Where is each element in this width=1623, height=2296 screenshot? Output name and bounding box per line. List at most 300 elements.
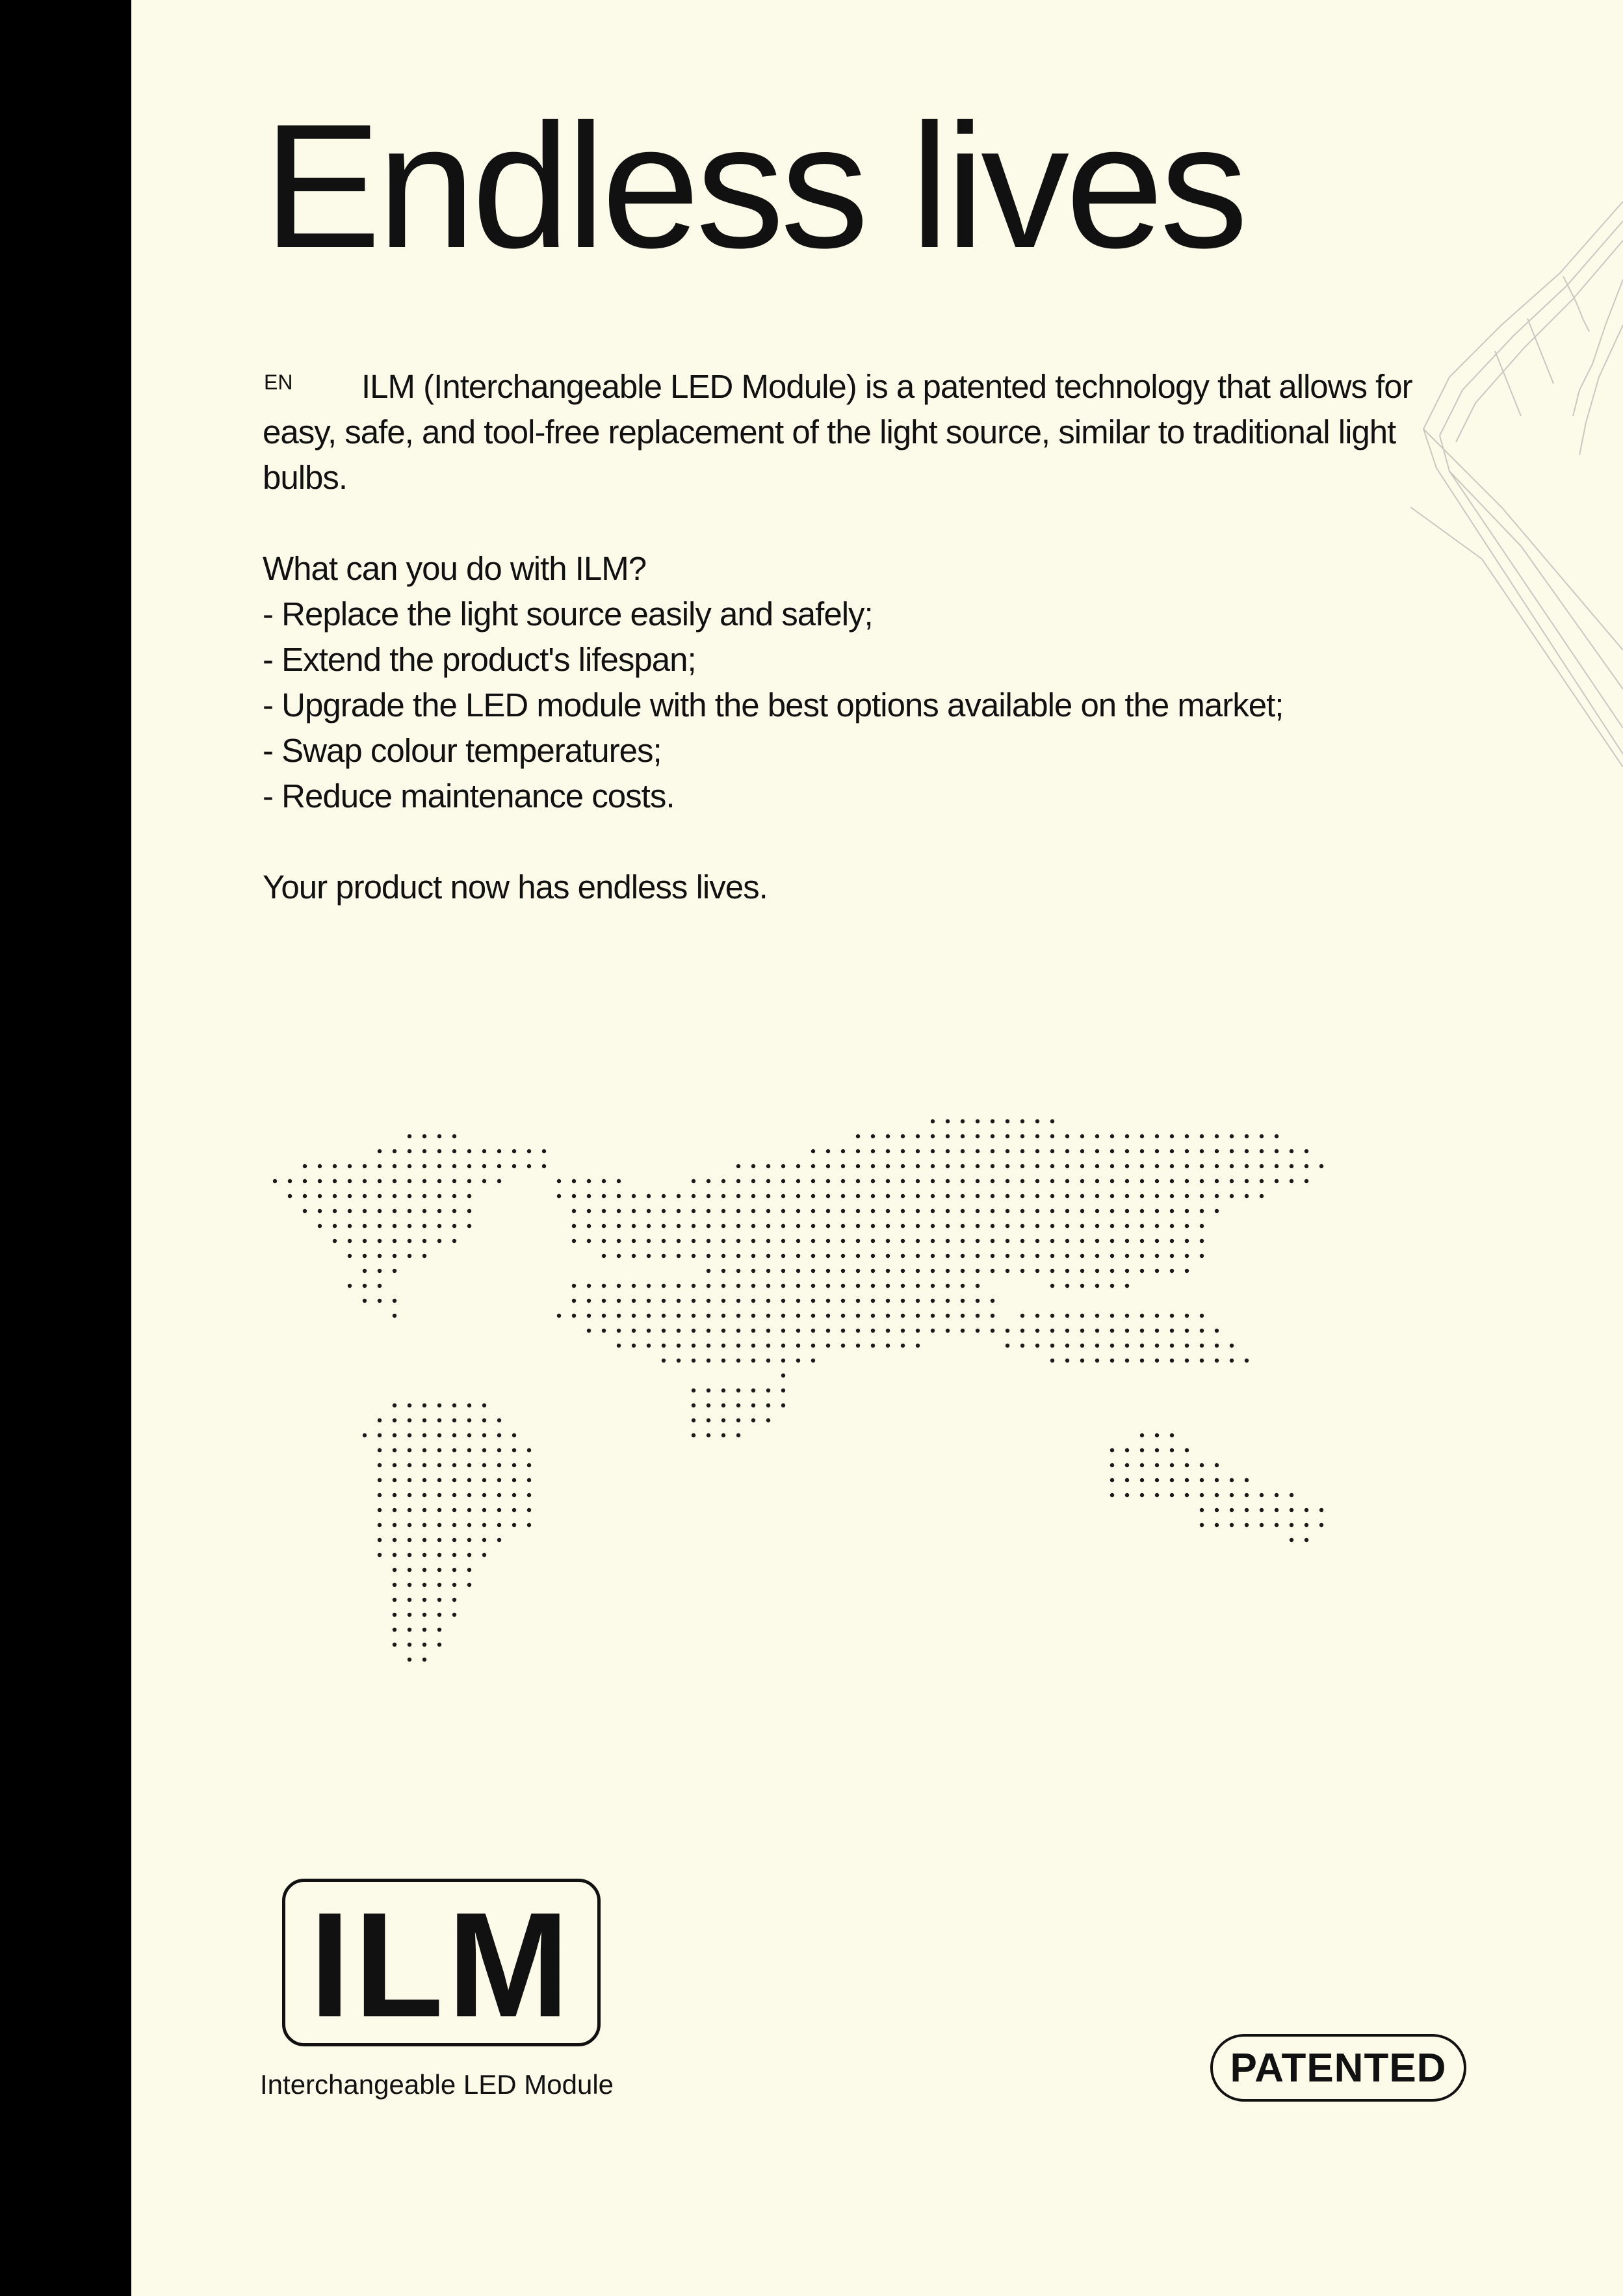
map-dot <box>393 1448 396 1452</box>
map-dot <box>333 1224 337 1228</box>
map-dot <box>946 1209 950 1213</box>
map-dot <box>1155 1448 1159 1452</box>
map-dot <box>662 1284 666 1288</box>
map-dot <box>916 1284 920 1288</box>
map-dot <box>617 1179 621 1183</box>
map-dot <box>841 1329 845 1333</box>
map-dot <box>617 1344 621 1348</box>
map-dot <box>378 1239 382 1243</box>
map-dot <box>422 1538 426 1542</box>
map-dot <box>632 1314 636 1318</box>
map-dot <box>1170 1478 1174 1482</box>
map-dot <box>452 1418 456 1422</box>
map-dot <box>452 1149 456 1153</box>
map-dot <box>871 1344 875 1348</box>
map-dot <box>707 1344 710 1348</box>
map-dot <box>677 1284 681 1288</box>
list-item: - Reduce maintenance costs. <box>263 777 675 815</box>
map-dot <box>1020 1194 1024 1198</box>
map-dot <box>841 1179 845 1183</box>
map-dot <box>318 1209 322 1213</box>
map-dot <box>408 1613 411 1617</box>
map-dot <box>1110 1149 1114 1153</box>
map-dot <box>1305 1149 1308 1153</box>
map-dot <box>422 1179 426 1183</box>
map-dot <box>497 1448 501 1452</box>
map-dot <box>1095 1134 1099 1138</box>
logo-caption: Interchangeable LED Module <box>260 2069 614 2100</box>
map-dot <box>1140 1179 1144 1183</box>
map-dot <box>378 1269 382 1273</box>
map-dot <box>1050 1149 1054 1153</box>
map-dot <box>1230 1149 1234 1153</box>
map-dot <box>781 1329 785 1333</box>
map-dot <box>1050 1314 1054 1318</box>
map-dot <box>1200 1209 1204 1213</box>
map-dot <box>916 1149 920 1153</box>
map-dot <box>1185 1493 1189 1497</box>
map-dot <box>931 1284 935 1288</box>
map-dot <box>422 1194 426 1198</box>
map-dot <box>422 1149 426 1153</box>
map-dot <box>1140 1224 1144 1228</box>
map-dot <box>781 1254 785 1258</box>
map-dot <box>826 1344 830 1348</box>
map-dot <box>781 1269 785 1273</box>
language-tag: EN <box>264 371 293 394</box>
map-dot <box>796 1299 800 1303</box>
map-dot <box>1125 1269 1129 1273</box>
map-dot <box>393 1418 396 1422</box>
map-dot <box>408 1478 411 1482</box>
map-dot <box>1095 1314 1099 1318</box>
map-dot <box>796 1239 800 1243</box>
map-dot <box>991 1134 994 1138</box>
map-dot <box>378 1478 382 1482</box>
map-dot <box>512 1463 516 1467</box>
map-dot <box>886 1134 890 1138</box>
map-dot <box>751 1418 755 1422</box>
list-item: - Swap colour temperatures; <box>263 732 662 769</box>
map-dot <box>617 1329 621 1333</box>
map-dot <box>437 1478 441 1482</box>
map-dot <box>587 1194 591 1198</box>
map-dot <box>1065 1314 1069 1318</box>
map-dot <box>452 1209 456 1213</box>
map-dot <box>587 1284 591 1288</box>
map-dot <box>692 1194 695 1198</box>
map-dot <box>393 1553 396 1557</box>
map-dot <box>452 1134 456 1138</box>
map-dot <box>781 1344 785 1348</box>
map-dot <box>692 1314 695 1318</box>
map-dot <box>378 1284 382 1288</box>
map-dot <box>946 1299 950 1303</box>
map-dot <box>393 1538 396 1542</box>
map-dot <box>946 1119 950 1123</box>
map-dot <box>677 1329 681 1333</box>
map-dot <box>976 1224 980 1228</box>
map-dot <box>1110 1329 1114 1333</box>
map-dot <box>811 1314 815 1318</box>
map-dot <box>1065 1164 1069 1168</box>
map-dot <box>751 1314 755 1318</box>
map-dot <box>1275 1179 1279 1183</box>
map-dot <box>1305 1508 1308 1512</box>
map-dot <box>991 1329 994 1333</box>
map-dot <box>781 1359 785 1363</box>
map-dot <box>1125 1239 1129 1243</box>
map-dot <box>721 1403 725 1407</box>
map-dot <box>1170 1239 1174 1243</box>
map-dot <box>901 1344 905 1348</box>
map-dot <box>527 1508 531 1512</box>
map-dot <box>796 1314 800 1318</box>
map-dot <box>662 1329 666 1333</box>
map-dot <box>1035 1254 1039 1258</box>
map-dot <box>602 1224 606 1228</box>
map-dot <box>467 1463 471 1467</box>
map-dot <box>1155 1359 1159 1363</box>
map-dot <box>796 1269 800 1273</box>
map-dot <box>393 1433 396 1437</box>
map-dot <box>1155 1314 1159 1318</box>
question-line: What can you do with ILM? <box>263 550 647 587</box>
map-dot <box>692 1209 695 1213</box>
map-dot <box>422 1254 426 1258</box>
map-dot <box>1245 1194 1249 1198</box>
map-dot <box>826 1224 830 1228</box>
map-dot <box>497 1478 501 1482</box>
map-dot <box>961 1134 965 1138</box>
map-dot <box>1110 1463 1114 1467</box>
map-dot <box>602 1329 606 1333</box>
map-dot <box>766 1314 770 1318</box>
map-dot <box>1095 1284 1099 1288</box>
map-dot <box>1230 1179 1234 1183</box>
map-dot <box>1290 1508 1293 1512</box>
map-dot <box>1170 1179 1174 1183</box>
map-dot <box>856 1254 860 1258</box>
map-dot <box>856 1314 860 1318</box>
map-dot <box>467 1448 471 1452</box>
map-dot <box>692 1179 695 1183</box>
map-dot <box>393 1224 396 1228</box>
map-dot <box>1095 1179 1099 1183</box>
map-dot <box>871 1224 875 1228</box>
map-dot <box>916 1194 920 1198</box>
map-dot <box>1185 1359 1189 1363</box>
map-dot <box>1110 1194 1114 1198</box>
map-dot <box>856 1299 860 1303</box>
map-dot <box>422 1613 426 1617</box>
map-dot <box>1260 1493 1264 1497</box>
map-dot <box>871 1254 875 1258</box>
map-dot <box>856 1344 860 1348</box>
map-dot <box>721 1344 725 1348</box>
map-dot <box>1155 1209 1159 1213</box>
map-dot <box>736 1329 740 1333</box>
map-dot <box>527 1149 531 1153</box>
map-dot <box>572 1299 576 1303</box>
map-dot <box>766 1164 770 1168</box>
map-dot <box>467 1523 471 1527</box>
map-dot <box>1035 1239 1039 1243</box>
map-dot <box>393 1179 396 1183</box>
map-dot <box>811 1149 815 1153</box>
map-dot <box>482 1508 486 1512</box>
map-dot <box>901 1224 905 1228</box>
map-dot <box>1200 1179 1204 1183</box>
map-dot <box>736 1239 740 1243</box>
map-dot <box>1230 1344 1234 1348</box>
map-dot <box>647 1209 651 1213</box>
map-dot <box>677 1344 681 1348</box>
map-dot <box>482 1403 486 1407</box>
map-dot <box>796 1179 800 1183</box>
map-dot <box>617 1299 621 1303</box>
map-dot <box>991 1239 994 1243</box>
map-dot <box>1020 1224 1024 1228</box>
map-dot <box>393 1598 396 1602</box>
map-dot <box>632 1284 636 1288</box>
map-dot <box>602 1209 606 1213</box>
map-dot <box>796 1209 800 1213</box>
map-dot <box>393 1478 396 1482</box>
map-dot <box>1155 1269 1159 1273</box>
map-dot <box>976 1239 980 1243</box>
map-dot <box>991 1254 994 1258</box>
map-dot <box>931 1239 935 1243</box>
map-dot <box>1140 1329 1144 1333</box>
map-dot <box>1155 1344 1159 1348</box>
map-dot <box>1170 1493 1174 1497</box>
map-dot <box>422 1508 426 1512</box>
map-dot <box>422 1418 426 1422</box>
map-dot <box>1125 1329 1129 1333</box>
list-item: - Upgrade the LED module with the best options available on the market; <box>263 686 1284 724</box>
map-dot <box>916 1134 920 1138</box>
map-dot <box>721 1239 725 1243</box>
map-dot <box>841 1239 845 1243</box>
map-dot <box>1020 1254 1024 1258</box>
map-dot <box>333 1179 337 1183</box>
map-dot <box>1050 1344 1054 1348</box>
map-dot <box>452 1568 456 1572</box>
map-dot <box>467 1508 471 1512</box>
map-dot <box>1050 1239 1054 1243</box>
map-dot <box>916 1209 920 1213</box>
map-dot <box>617 1209 621 1213</box>
map-dot <box>467 1568 471 1572</box>
map-dot <box>662 1359 666 1363</box>
map-dot <box>662 1224 666 1228</box>
map-dot <box>408 1209 411 1213</box>
map-dot <box>781 1403 785 1407</box>
map-dot <box>1065 1194 1069 1198</box>
map-dot <box>378 1553 382 1557</box>
map-dot <box>677 1314 681 1318</box>
map-dot <box>766 1239 770 1243</box>
map-dot <box>736 1314 740 1318</box>
map-dot <box>826 1164 830 1168</box>
map-dot <box>1290 1523 1293 1527</box>
map-dot <box>811 1329 815 1333</box>
map-dot <box>961 1224 965 1228</box>
map-dot <box>1110 1239 1114 1243</box>
map-dot <box>467 1179 471 1183</box>
map-dot <box>677 1359 681 1363</box>
map-dot <box>1095 1149 1099 1153</box>
map-dot <box>378 1149 382 1153</box>
map-dot <box>452 1239 456 1243</box>
map-dot <box>1020 1134 1024 1138</box>
map-dot <box>587 1299 591 1303</box>
map-dot <box>736 1164 740 1168</box>
map-dot <box>976 1179 980 1183</box>
map-dot <box>378 1224 382 1228</box>
map-dot <box>408 1448 411 1452</box>
map-dot <box>467 1493 471 1497</box>
map-dot <box>886 1194 890 1198</box>
map-dot <box>1185 1194 1189 1198</box>
map-dot <box>841 1254 845 1258</box>
map-dot <box>1020 1164 1024 1168</box>
map-dot <box>422 1433 426 1437</box>
map-dot <box>527 1493 531 1497</box>
map-dot <box>1275 1149 1279 1153</box>
map-dot <box>1140 1448 1144 1452</box>
map-dot <box>393 1463 396 1467</box>
map-dot <box>572 1179 576 1183</box>
map-dot <box>751 1329 755 1333</box>
map-dot <box>781 1374 785 1377</box>
map-dot <box>662 1194 666 1198</box>
list-item: - Extend the product's lifespan; <box>263 641 696 678</box>
map-dot <box>692 1329 695 1333</box>
map-dot <box>1215 1523 1219 1527</box>
map-dot <box>1125 1224 1129 1228</box>
map-dot <box>1215 1149 1219 1153</box>
map-dot <box>886 1329 890 1333</box>
map-dot <box>1185 1134 1189 1138</box>
map-dot <box>856 1134 860 1138</box>
map-dot <box>781 1314 785 1318</box>
map-dot <box>467 1209 471 1213</box>
map-dot <box>393 1194 396 1198</box>
map-dot <box>991 1314 994 1318</box>
map-dot <box>1020 1269 1024 1273</box>
left-side-bar <box>0 0 131 2296</box>
map-dot <box>677 1209 681 1213</box>
map-dot <box>632 1299 636 1303</box>
map-dot <box>1185 1478 1189 1482</box>
map-dot <box>976 1284 980 1288</box>
map-dot <box>1245 1523 1249 1527</box>
map-dot <box>542 1149 546 1153</box>
map-dot <box>1006 1239 1009 1243</box>
map-dot <box>437 1433 441 1437</box>
map-dot <box>736 1344 740 1348</box>
map-dot <box>811 1254 815 1258</box>
map-dot <box>437 1149 441 1153</box>
map-dot <box>766 1359 770 1363</box>
lamp-line-drawing-icon <box>1410 195 1623 767</box>
map-dot <box>886 1224 890 1228</box>
map-dot <box>1185 1209 1189 1213</box>
map-dot <box>1215 1463 1219 1467</box>
map-dot <box>647 1239 651 1243</box>
map-dot <box>841 1224 845 1228</box>
map-dot <box>1080 1344 1084 1348</box>
map-dot <box>617 1194 621 1198</box>
map-dot <box>1006 1224 1009 1228</box>
map-dot <box>1095 1359 1099 1363</box>
map-dot <box>841 1284 845 1288</box>
map-dot <box>632 1329 636 1333</box>
map-dot <box>512 1164 516 1168</box>
map-dot <box>721 1269 725 1273</box>
map-dot <box>497 1433 501 1437</box>
map-dot <box>901 1149 905 1153</box>
map-dot <box>1305 1538 1308 1542</box>
map-dot <box>1065 1179 1069 1183</box>
map-dot <box>1110 1314 1114 1318</box>
map-dot <box>1110 1284 1114 1288</box>
map-dot <box>1006 1344 1009 1348</box>
map-dot <box>378 1254 382 1258</box>
map-dot <box>916 1254 920 1258</box>
map-dot <box>961 1149 965 1153</box>
map-dot <box>482 1179 486 1183</box>
world-map-icon <box>257 1118 1394 1703</box>
map-dot <box>1065 1149 1069 1153</box>
map-dot <box>587 1329 591 1333</box>
map-dot <box>393 1314 396 1318</box>
map-dot <box>467 1403 471 1407</box>
map-dot <box>1185 1149 1189 1153</box>
map-dot <box>781 1299 785 1303</box>
map-dot <box>916 1314 920 1318</box>
map-dot <box>946 1314 950 1318</box>
map-dot <box>1200 1508 1204 1512</box>
map-dot <box>1200 1194 1204 1198</box>
map-dot <box>408 1254 411 1258</box>
map-dot <box>467 1194 471 1198</box>
map-dot <box>408 1598 411 1602</box>
map-dot <box>1110 1224 1114 1228</box>
map-dot <box>363 1224 367 1228</box>
map-dot <box>527 1463 531 1467</box>
map-dot <box>408 1643 411 1647</box>
map-dot <box>841 1344 845 1348</box>
map-dot <box>796 1254 800 1258</box>
map-dot <box>1155 1463 1159 1467</box>
map-dot <box>1245 1478 1249 1482</box>
map-dot <box>886 1239 890 1243</box>
map-dot <box>437 1209 441 1213</box>
map-dot <box>751 1269 755 1273</box>
map-dot <box>707 1269 710 1273</box>
map-dot <box>916 1269 920 1273</box>
map-dot <box>1200 1344 1204 1348</box>
map-dot <box>1095 1164 1099 1168</box>
map-dot <box>482 1418 486 1422</box>
map-dot <box>1006 1149 1009 1153</box>
map-dot <box>811 1284 815 1288</box>
map-dot <box>946 1134 950 1138</box>
map-dot <box>811 1239 815 1243</box>
